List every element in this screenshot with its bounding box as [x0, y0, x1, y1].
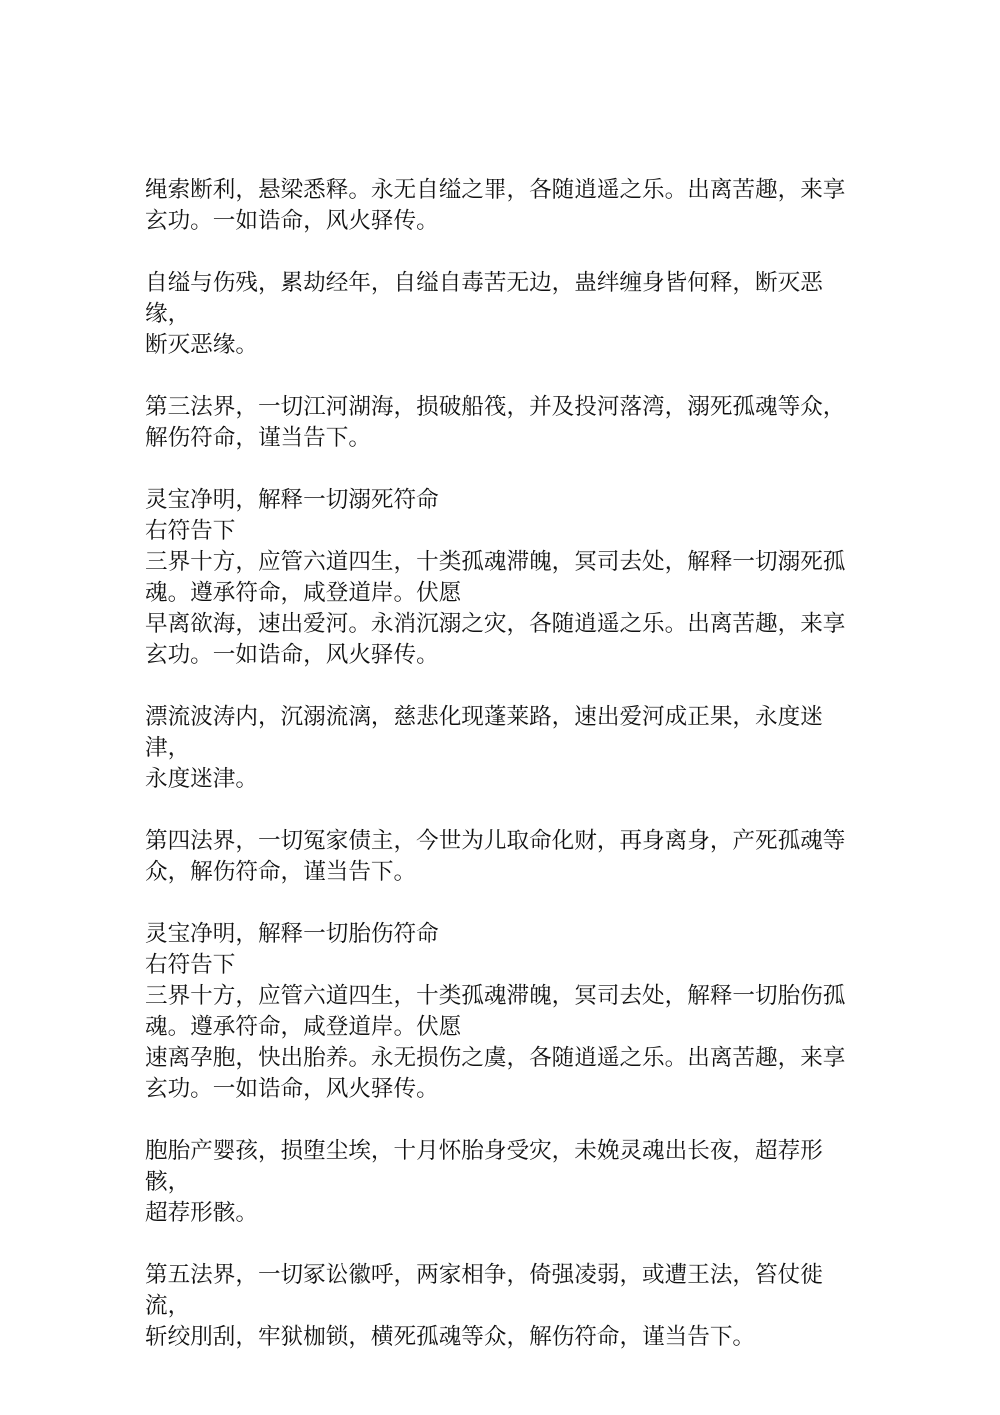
text-line: 魂。遵承符命，咸登道岸。伏愿 [145, 580, 462, 606]
paragraph-6 [145, 826, 860, 888]
text-line: 玄功。一如诰命，风火驿传。 [145, 1076, 439, 1102]
text-line: 解伤符命，谨当告下。 [145, 425, 371, 451]
text-line: 第四法界，一切冤家债主，今世为儿取命化财，再身离身，产死孤魂等 [145, 828, 846, 854]
paragraph-5 [145, 702, 860, 795]
paragraph-9 [145, 1260, 860, 1353]
text-line: 右符告下 [145, 952, 236, 978]
text-line: 漂流波涛内，沉溺流漓，慈悲化现蓬莱路，速出爱河成正果，永度迷津， [145, 704, 823, 761]
text-line: 玄功。一如诰命，风火驿传。 [145, 642, 439, 668]
paragraph-2 [145, 268, 860, 361]
text-line: 断灭恶缘。 [145, 332, 258, 358]
text-line: 速离孕胞，快出胎养。永无损伤之虞，各随逍遥之乐。出离苦趣，来享 [145, 1045, 846, 1071]
text-line: 自缢与伤残，累劫经年，自缢自毒苦无边，蛊绊缠身皆何释，断灭恶缘， [145, 270, 823, 327]
text-line: 早离欲海，速出爱河。永消沉溺之灾，各随逍遥之乐。出离苦趣，来享 [145, 611, 846, 637]
text-line: 斩绞刖刮，牢狱枷锁，横死孤魂等众，解伤符命，谨当告下。 [145, 1324, 756, 1350]
text-line: 三界十方，应管六道四生，十类孤魂滞魄，冥司去处，解释一切溺死孤 [145, 549, 846, 575]
paragraph-1 [145, 175, 860, 237]
text-line: 三界十方，应管六道四生，十类孤魂滞魄，冥司去处，解释一切胎伤孤 [145, 983, 846, 1009]
text-line: 永度迷津。 [145, 766, 258, 792]
text-line: 第三法界，一切江河湖海，损破船筏，并及投河落湾，溺死孤魂等众， [145, 394, 846, 420]
paragraph-3 [145, 392, 860, 454]
text-line: 魂。遵承符命，咸登道岸。伏愿 [145, 1014, 462, 1040]
text-line: 超荐形骸。 [145, 1200, 258, 1226]
paragraph-7 [145, 919, 860, 1105]
text-line: 玄功。一如诰命，风火驿传。 [145, 208, 439, 234]
text-line: 胞胎产婴孩，损堕尘埃，十月怀胎身受灾，未娩灵魂出长夜，超荐形骸， [145, 1138, 823, 1195]
text-line: 灵宝净明，解释一切胎伤符命 [145, 921, 439, 947]
text-line: 灵宝净明，解释一切溺死符命 [145, 487, 439, 513]
paragraph-4 [145, 485, 860, 671]
text-line: 众，解伤符命，谨当告下。 [145, 859, 417, 885]
text-line: 第五法界，一切冢讼徽呼，两家相争，倚强凌弱，或遭王法，笞仗徙流， [145, 1262, 823, 1319]
paragraph-8 [145, 1136, 860, 1229]
document-page [145, 175, 860, 1384]
text-line: 右符告下 [145, 518, 236, 544]
text-line: 绳索断利，悬梁悉释。永无自缢之罪，各随逍遥之乐。出离苦趣，来享 [145, 177, 846, 203]
